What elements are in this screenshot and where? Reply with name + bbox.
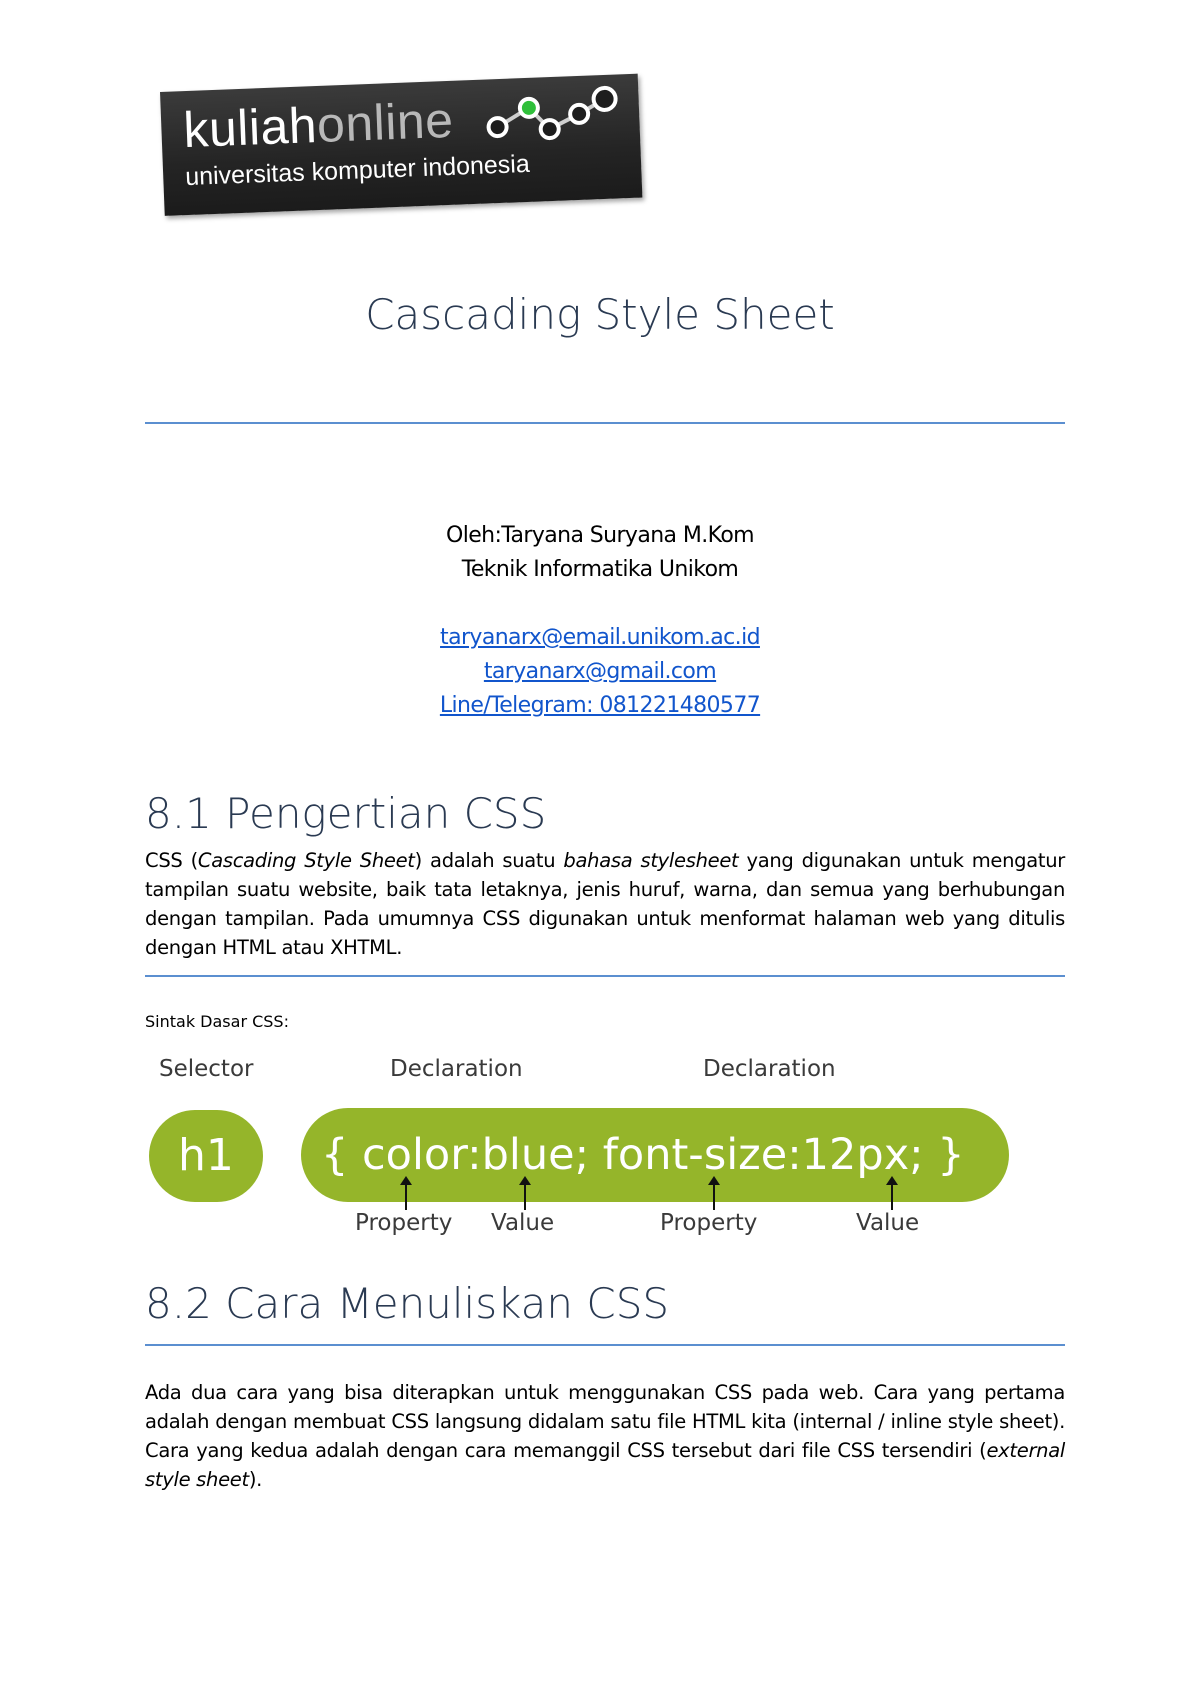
logo-brand-part1: kuliah — [182, 97, 319, 159]
author-block — [0, 519, 1200, 723]
p1-text-a: CSS ( — [145, 849, 198, 872]
p2-text-a: Ada dua cara yang bisa diterapkan untuk menggunakan CSS pada web. Cara yang pertama adalah dengan membuat CSS langsung didalam satu file HTML kita (internal / inline style sheet). Cara yang kedua adalah dengan cara memanggil CSS tersebut dari file CSS tersendiri ( — [145, 1381, 1065, 1462]
property-label-1: Property — [355, 1210, 453, 1236]
section-heading-pengertian: 8.1 Pengertian CSS — [145, 789, 547, 838]
line-telegram-link[interactable]: Line/Telegram: 081221480577 — [439, 693, 761, 718]
logo-tagline: universitas komputer indonesia — [184, 149, 531, 192]
section-paragraph-cara-menuliskan — [145, 1378, 1065, 1494]
kuliahonline-logo — [160, 74, 642, 216]
declaration-pill: { color:blue; font-size:12px; } — [301, 1108, 1009, 1202]
section1-divider — [145, 975, 1065, 977]
document-title: Cascading Style Sheet — [365, 290, 835, 339]
email-link-unikom[interactable]: taryanarx@email.unikom.ac.id — [440, 625, 760, 650]
selector-pill: h1 — [149, 1110, 263, 1202]
logo-brand-part2: online — [315, 91, 455, 153]
logo-wordmark — [182, 91, 455, 159]
title-divider — [145, 422, 1065, 424]
selector-label: Selector — [159, 1056, 254, 1082]
value-label-1: Value — [491, 1210, 555, 1236]
p2-text-b: ). — [248, 1468, 263, 1491]
p1-italic-a: Cascading Style Sheet — [197, 849, 415, 872]
section2-divider — [145, 1344, 1065, 1346]
arrow-up-icon — [891, 1180, 893, 1210]
p1-text-c: yang digunakan untuk mengatur tampilan suatu website, baik tata letaknya, jenis huruf, warna, dan semua yang berhubungan dengan tampilan. Pada umumnya CSS digunakan untuk menformat halaman web yang ditulis dengan HTML atau XHTML. — [145, 849, 1065, 959]
author-spacer — [0, 587, 1200, 621]
value-label-2: Value — [856, 1210, 920, 1236]
section-paragraph-pengertian — [145, 846, 1065, 962]
p1-text-b: ) adalah suatu — [414, 849, 564, 872]
section-heading-cara-menuliskan: 8.2 Cara Menuliskan CSS — [145, 1279, 670, 1328]
declaration-label-1: Declaration — [390, 1056, 523, 1082]
arrow-up-icon — [713, 1180, 715, 1210]
css-syntax-diagram — [145, 1050, 1025, 1250]
arrow-up-icon — [524, 1180, 526, 1210]
arrow-up-icon — [405, 1180, 407, 1210]
author-affiliation: Teknik Informatika Unikom — [461, 557, 739, 582]
p1-italic-b: bahasa stylesheet — [563, 849, 739, 872]
declaration-label-2: Declaration — [703, 1056, 836, 1082]
logo-molecule-icon — [482, 78, 635, 154]
email-link-gmail[interactable]: taryanarx@gmail.com — [483, 659, 717, 684]
property-label-2: Property — [660, 1210, 758, 1236]
p2-italic: external style sheet — [145, 1439, 1065, 1491]
syntax-caption: Sintak Dasar CSS: — [145, 1012, 289, 1031]
author-name: Oleh:Taryana Suryana M.Kom — [445, 523, 755, 548]
